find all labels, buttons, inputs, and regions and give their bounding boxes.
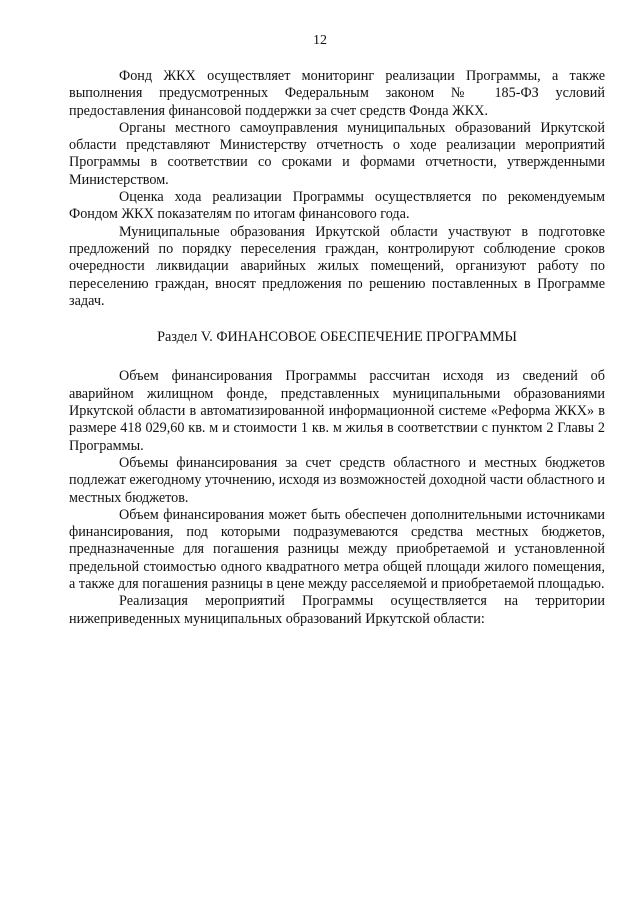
paragraph-territory: Реализация мероприятий Программы осуществляется на территории нижеприведенных муниципальных образований Иркутской области: <box>69 593 605 627</box>
paragraph-monitoring: Фонд ЖКХ осуществляет мониторинг реализации Программы, а также выполнения предусмотренных Федеральным законом № 185-ФЗ условий предоставления финансовой поддержки за счет средств Фонда ЖКХ. <box>69 68 605 119</box>
paragraph-evaluation: Оценка хода реализации Программы осуществляется по рекомендуемым Фондом ЖКХ показателям по итогам финансового года. <box>69 189 605 223</box>
page-number: 12 <box>313 33 327 48</box>
section-title: Раздел V. ФИНАНСОВОЕ ОБЕСПЕЧЕНИЕ ПРОГРАММЫ <box>157 329 517 346</box>
paragraph-additional-sources: Объем финансирования может быть обеспечен дополнительными источниками финансирования, под которыми подразумеваются средства местных бюджетов, предназначенные для погашения разницы между приобретаемой и установленной предельной стоимостью одного квадратного метра общей площади жилого помещения, а также для погашения разницы в цене между расселяемой и приобретаемой площадью. <box>69 506 605 593</box>
page-content <box>69 68 605 628</box>
paragraph-budget-adjustment: Объемы финансирования за счет средств областного и местных бюджетов подлежат ежегодному уточнению, исходя из возможностей доходной части областного и местных бюджетов. <box>69 454 605 506</box>
paragraph-funding-volume: Объем финансирования Программы рассчитан исходя из сведений об аварийном жилищном фонде, представленных муниципальными образованиями Иркутской области в автоматизированной информационной системе «Реформа ЖКХ» в размере 418 029,60 кв. м и стоимости 1 кв. м жилья в соответствии с пунктом 2 Главы 2 Программы. <box>69 368 605 454</box>
paragraph-reporting: Органы местного самоуправления муниципальных образований Иркутской области представляют Министерству отчетность о ходе реализации мероприятий Программы в соответствии со сроками и формами отчетности, утвержденными Министерством. <box>69 119 605 188</box>
paragraph-municipal-participation: Муниципальные образования Иркутской области участвуют в подготовке предложений по порядку переселения граждан, контролируют соблюдение сроков очередности ликвидации аварийных жилых помещений, организуют работу по переселению граждан, вносят предложения по решению поставленных в Программе задач. <box>69 223 605 309</box>
